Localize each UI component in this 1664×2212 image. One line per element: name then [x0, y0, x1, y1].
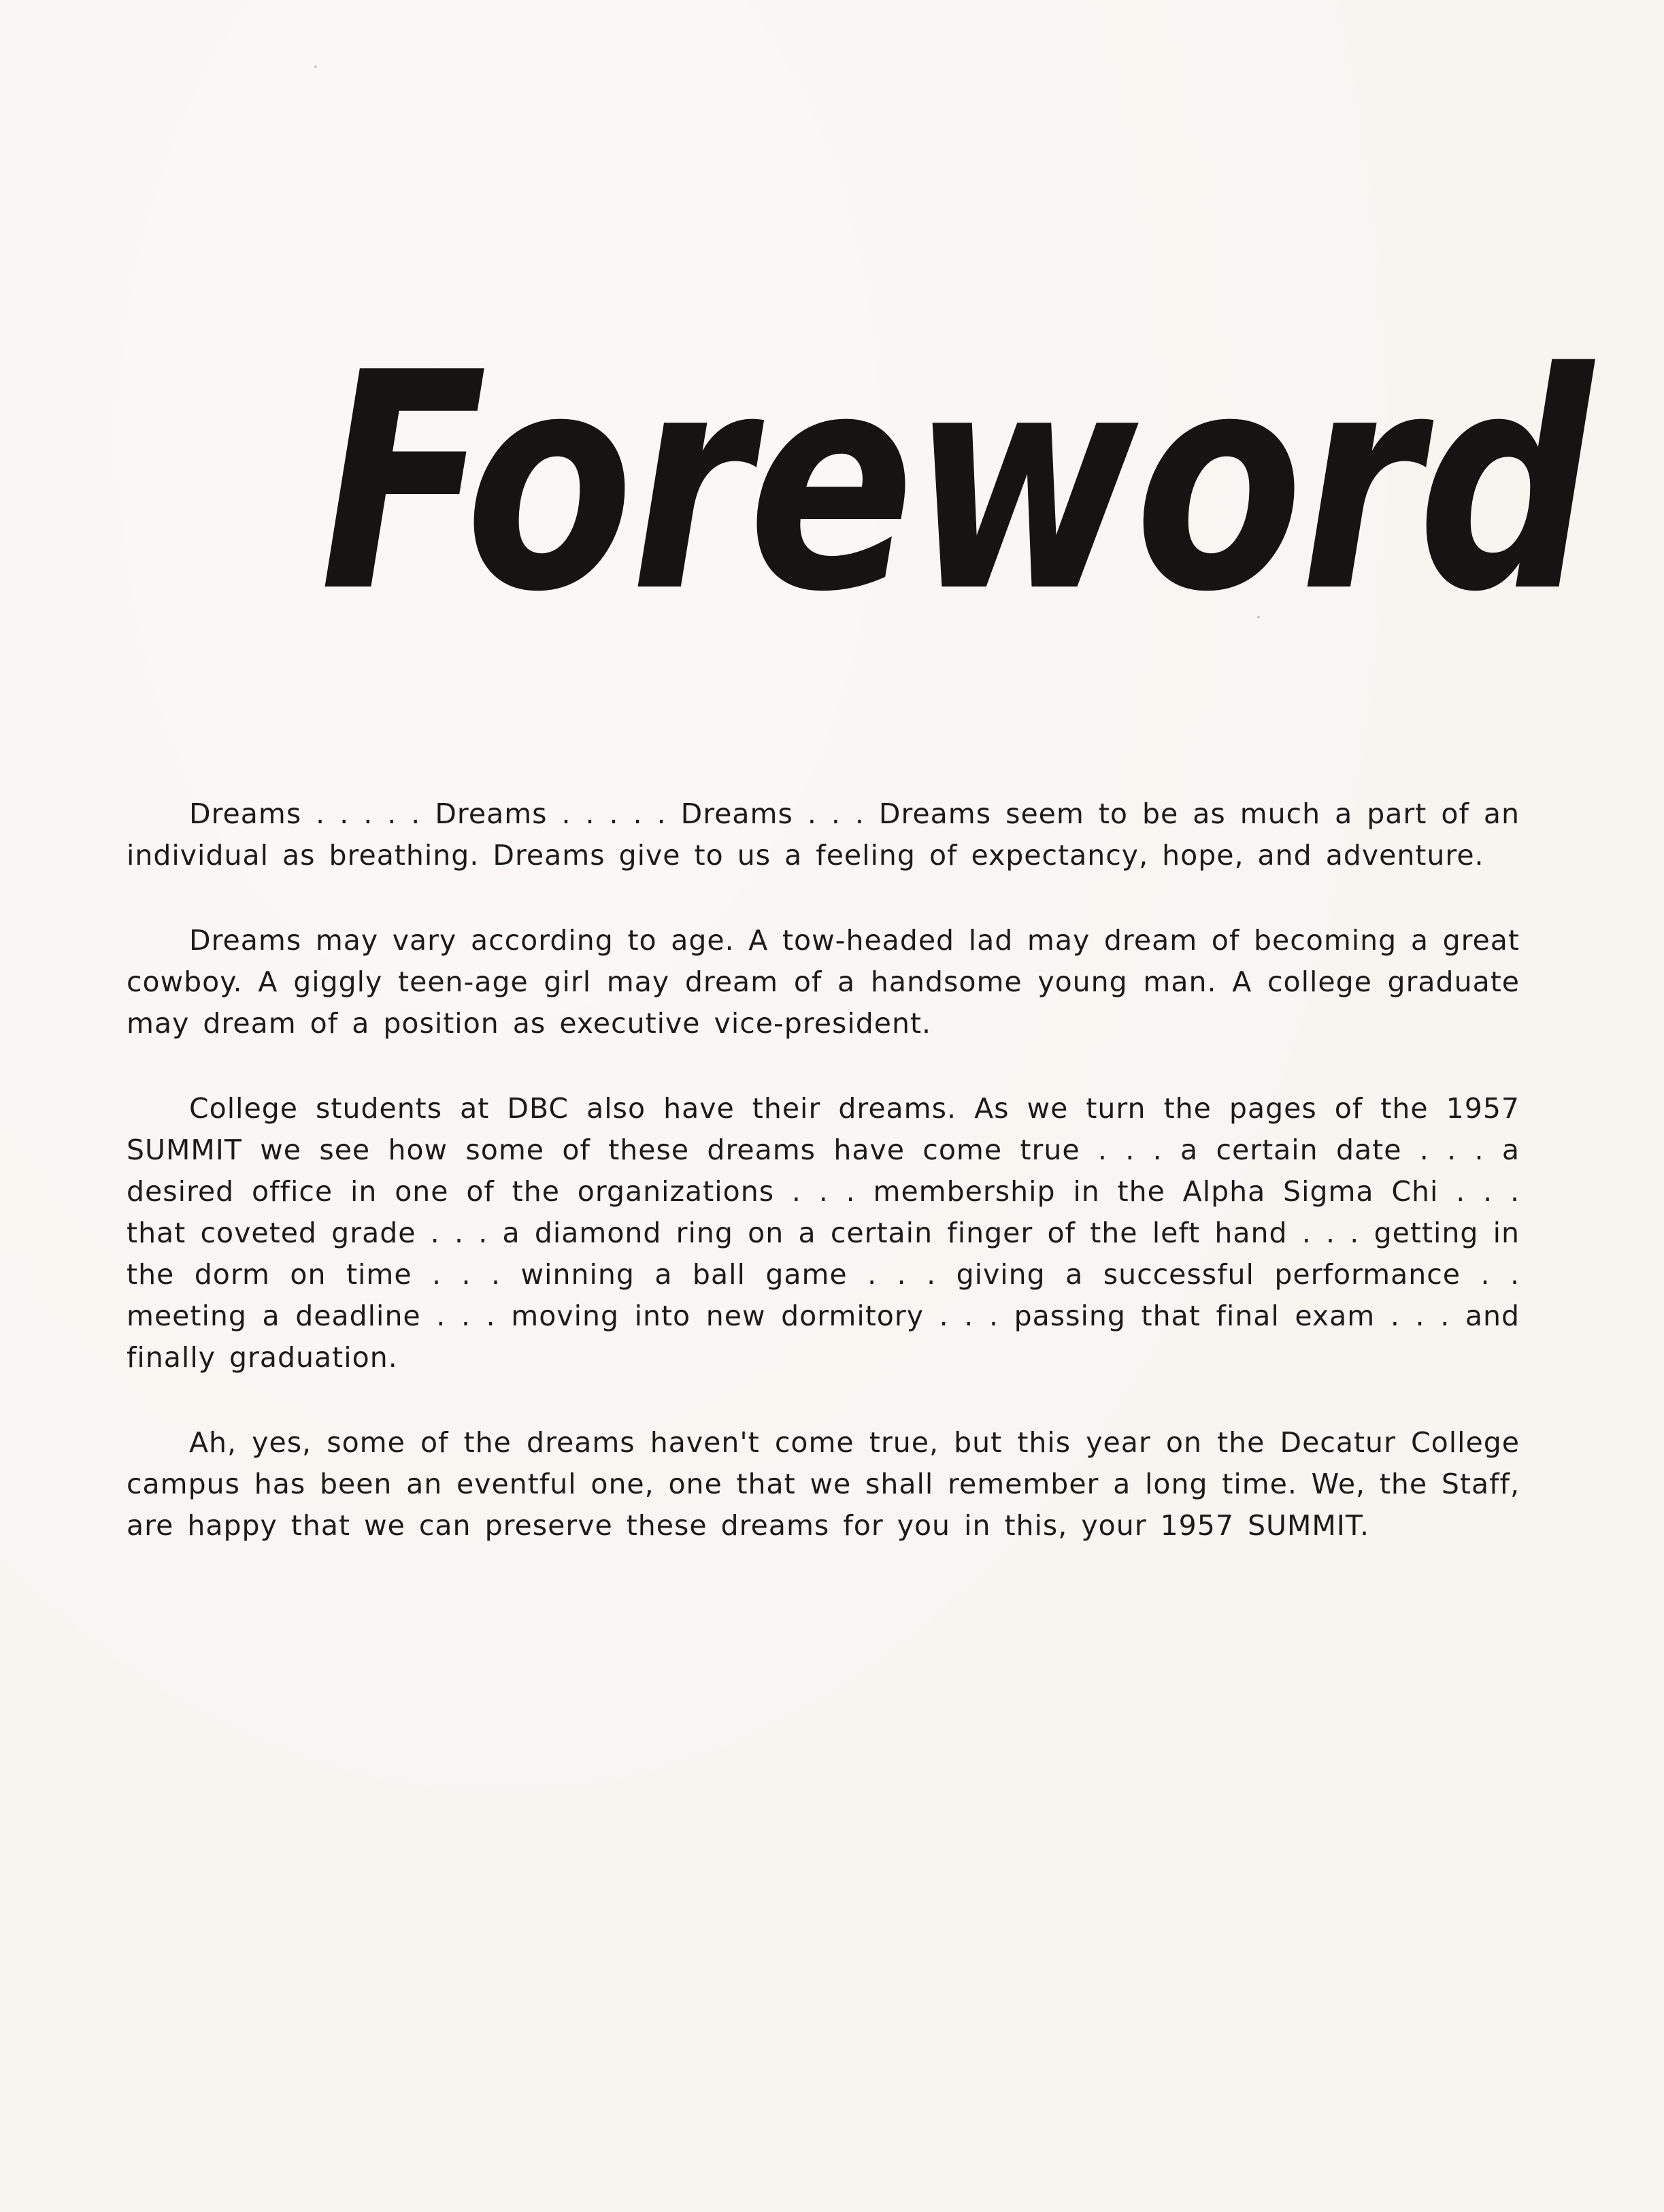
page-title: Foreword: [320, 309, 1590, 657]
foreword-body: [127, 793, 1520, 1547]
paragraph-closing: Ah, yes, some of the dreams haven't come true, but this year on the Decatur College campus has been an eventful one, one that we shall remember a long time. We, the Staff, are happy that we can preserve these dreams for you in this, your 1957 SUMMIT.: [127, 1426, 1520, 1542]
paragraph-dreams-intro: Dreams . . . . . Dreams . . . . . Dreams . . . Dreams seem to be as much a part of an individual as breathing. Dreams give to us a feeling of expectancy, hope, and adventure.: [127, 797, 1520, 872]
paragraph-college-dreams: College students at DBC also have their dreams. As we turn the pages of the 1957 SUMMIT we see how some of these dreams have come true . . . a certain date . . . a desired office in one of the organizations . . . membership in the Alpha Sigma Chi . . . that coveted grade . . . a diamond ring on a certain finger of the left hand . . . getting in the dorm on time . . . winning a ball game . . . giving a successful performance . . meeting a deadline . . . moving into new dormitory . . . passing that final exam . . . and finally graduation.: [127, 1092, 1520, 1374]
paragraph-dreams-by-age: Dreams may vary according to age. A tow-headed lad may dream of becoming a great cowboy. A giggly teen-age girl may dream of a handsome young man. A college graduate may dream of a position as executive vice-president.: [127, 924, 1520, 1040]
paper-speck: [314, 65, 317, 68]
